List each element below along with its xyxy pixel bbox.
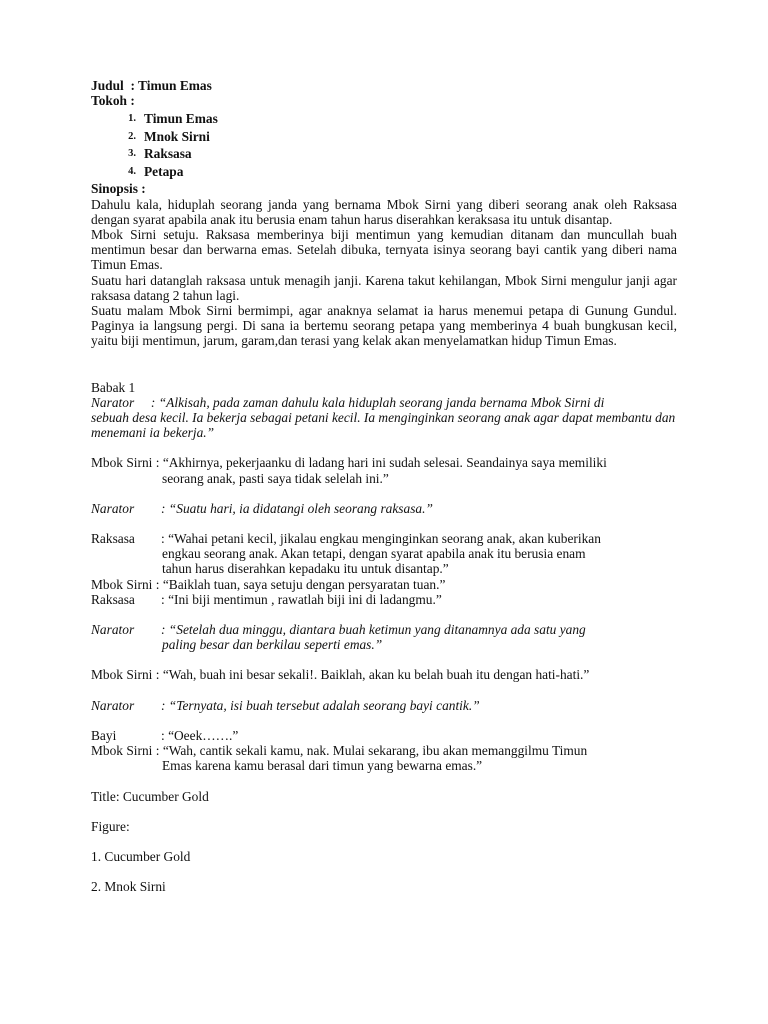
dialog-text: : “Suatu hari, ia didatangi oleh seorang raksasa.” xyxy=(161,500,433,516)
dialog-text: : “Wah, buah ini besar sekali!. Baiklah, akan ku belah buah itu dengan hati-hati.” xyxy=(155,667,590,683)
sinopsis-paragraph: Suatu hari datanglah raksasa untuk menagih janji. Karena takut kehilangan, Mbok Sirni mengulur janji agar raksasa datang 2 tahun lagi. xyxy=(91,272,677,303)
speaker: Narator xyxy=(91,622,135,638)
dialog-text: : “Setelah dua minggu, diantara buah ketimun yang ditanamnya ada satu yang xyxy=(161,622,586,638)
speaker: Mbok Sirni xyxy=(91,667,153,683)
english-section xyxy=(91,789,677,895)
sinopsis-paragraph: Dahulu kala, hiduplah seorang janda yang bernama Mbok Sirni yang diberi seorang anak oleh Raksasa dengan syarat apabila anak itu berusia enam tahun harus diserahkan keraksasa itu untuk disantap. xyxy=(91,196,677,227)
english-title: Title: Cucumber Gold xyxy=(91,788,209,804)
english-list-item: 1. Cucumber Gold xyxy=(91,848,191,864)
dialog-text: tahun harus diserahkan kepadaku itu untuk disantap.” xyxy=(162,561,449,577)
speaker: Bayi xyxy=(91,727,117,743)
dialog-text: : “Alkisah, pada zaman dahulu kala hiduplah seorang janda bernama Mbok Sirni di xyxy=(134,394,605,410)
dialog-text: : “Oeek…….” xyxy=(161,727,239,743)
list-item: 3. Raksasa xyxy=(128,146,192,162)
dialog-text: : “Ternyata, isi buah tersebut adalah seorang bayi cantik.” xyxy=(161,697,480,713)
list-item: 4. Petapa xyxy=(128,163,184,179)
speaker: Narator xyxy=(91,500,135,516)
dialog-text: : “Baiklah tuan, saya setuju dengan persyaratan tuan.” xyxy=(155,576,446,592)
dialog-mbok-sirni-3 xyxy=(91,667,677,682)
speaker: Narator xyxy=(91,394,135,410)
dialog-text: paling besar dan berkilau seperti emas.” xyxy=(162,637,383,653)
dialog-text: sebuah desa kecil. Ia bekerja sebagai petani kecil. Ia menginginkan seorang anak agar dapat membantu dan menemani ia bekerja.” xyxy=(91,410,676,441)
speaker: Raksasa xyxy=(91,591,135,607)
dialog-narator-1 xyxy=(91,395,677,441)
dialog-bayi xyxy=(91,728,677,743)
dialog-text: Emas karena kamu berasal dari timun yang bewarna emas.” xyxy=(162,758,483,774)
list-item: 1. Timun Emas xyxy=(128,111,218,127)
judul-value: : Timun Emas xyxy=(130,78,212,93)
dialog-narator-3 xyxy=(91,622,677,652)
dialog-raksasa-1 xyxy=(91,531,677,577)
dialog-raksasa-2 xyxy=(91,592,677,607)
dialog-mbok-sirni-1 xyxy=(91,455,677,485)
tokoh-label: Tokoh : xyxy=(91,93,135,109)
dialog-narator-4 xyxy=(91,698,677,713)
dialog-text: engkau seorang anak. Akan tetapi, dengan syarat apabila anak itu berusia enam xyxy=(162,546,586,562)
dialog-text: : “Ini biji mentimun , rawatlah biji ini di ladangmu.” xyxy=(161,591,442,607)
dialog-text: : “Wah, cantik sekali kamu, nak. Mulai sekarang, ibu akan memanggilmu Timun xyxy=(155,743,588,759)
dialog-text: : “Wahai petani kecil, jikalau engkau menginginkan seorang anak, akan kuberikan xyxy=(161,531,601,547)
speaker: Mbok Sirni xyxy=(91,576,153,592)
english-list-item: 2. Mnok Sirni xyxy=(91,879,166,895)
dialog-text: seorang anak, pasti saya tidak selelah ini.” xyxy=(162,470,389,486)
dialog-mbok-sirni-2 xyxy=(91,577,677,592)
speaker: Narator xyxy=(91,697,135,713)
document-page xyxy=(91,78,677,894)
title-line xyxy=(91,78,677,93)
speaker: Mbok Sirni xyxy=(91,455,153,471)
tokoh-list xyxy=(91,110,677,180)
english-figure-label: Figure: xyxy=(91,818,130,834)
sinopsis-paragraph: Mbok Sirni setuju. Raksasa memberinya biji mentimun yang kemudian ditanam dan muncullah buah mentimun besar dan berwarna emas. Setelah dibuka, ternyata isinya seorang bayi cantik yang diberi nama Timun Emas. xyxy=(91,227,677,273)
speaker: Raksasa xyxy=(91,531,135,547)
dialog-mbok-sirni-4 xyxy=(91,743,677,773)
dialog-text: : “Akhirnya, pekerjaanku di ladang hari ini sudah selesai. Seandainya saya memiliki xyxy=(155,455,607,471)
sinopsis-label: Sinopsis : xyxy=(91,181,146,197)
list-item: 2. Mnok Sirni xyxy=(128,128,210,144)
dialog-narator-2 xyxy=(91,501,677,516)
speaker: Mbok Sirni xyxy=(91,743,153,759)
sinopsis-paragraph: Suatu malam Mbok Sirni bermimpi, agar anaknya selamat ia harus menemui petapa di Gunung Gundul. Paginya ia langsung pergi. Di sana ia bertemu seorang petapa yang memberinya 4 buah bungkusan kecil, yaitu biji mentimun, jarum, garam,dan terasi yang kelak akan menyelamatkan hidup Timun Emas. xyxy=(91,303,677,349)
judul-label: Judul xyxy=(91,78,124,93)
babak-heading: Babak 1 xyxy=(91,379,136,395)
